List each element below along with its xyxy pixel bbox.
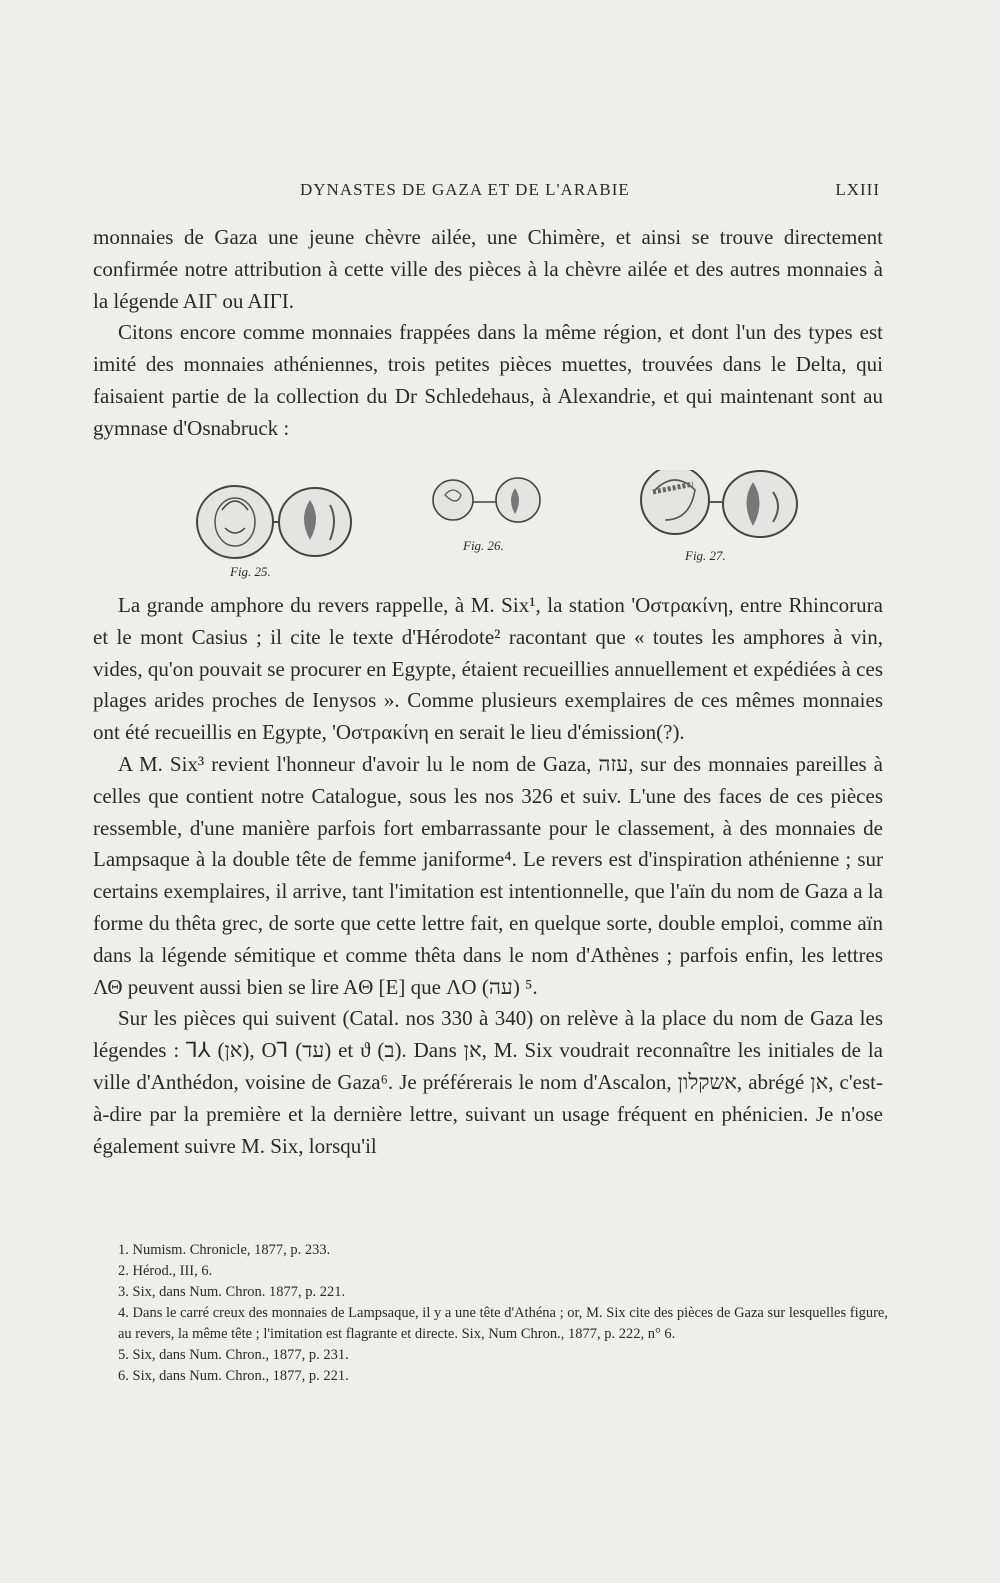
fig-27-coins [641,470,797,537]
paragraph: Citons encore comme monnaies frappées dans la même région, et dont l'un des types est imité des monnaies athéniennes, trois petites pièces muettes, trouvées dans le Delta, qui faisaient partie de la collection du Dr Schledehaus, à Alexandrie, et qui maintenant sont au gymnase d'Osnabruck : [93,320,883,440]
footnote: 4. Dans le carré creux des monnaies de Lampsaque, il y a une tête d'Athéna ; or, M. Six cite des pièces de Gaza sur lesquelles figure, au revers, la même tête ; l'imitation est flagrante et directe. Six, Num Chron., 1877, p. 222, n° 6. [118,1305,888,1342]
coin-figures [170,470,810,590]
caption-fig-25: Fig. 25. [230,564,271,579]
paragraph: monnaies de Gaza une jeune chèvre ailée, une Chimère, et ainsi se trouve directement confirmée notre attribution à cette ville des pièces à la chèvre ailée et des autres monnaies à la légende AIΓ ou AIΓI. [93,225,883,313]
running-title: DYNASTES DE GAZA ET DE L'ARABIE [300,180,630,199]
caption-fig-26: Fig. 26. [463,538,504,553]
footnote: 6. Six, dans Num. Chron., 1877, p. 221. [118,1368,349,1384]
fig-26-coins [433,478,540,522]
paragraph: Sur les pièces qui suivent (Catal. nos 330 à 340) on relève à la place du nom de Gaza les légendes : ⅂⅄ (אן), O⅂ (עד) et ϑ (ב). Dans אן, M. Six voudrait reconnaître les initiales de la ville d'Anthédon, voisine de Gaza⁶. Je préférerais le nom d'Ascalon, אשקלון, abrégé אן, c'est-à-dire par la première et la dernière lettre, suivant un usage fréquent en phénicien. Je n'ose également suivre M. Six, lorsqu'il [93,1006,883,1158]
footnote: 3. Six, dans Num. Chron. 1877, p. 221. [118,1284,346,1300]
caption-fig-27: Fig. 27. [685,548,726,563]
footnote: 1. Numism. Chronicle, 1877, p. 233. [118,1242,331,1258]
fig-25-coins [197,486,351,558]
body-text-top [93,222,883,445]
footnote: 5. Six, dans Num. Chron., 1877, p. 231. [118,1347,349,1363]
body-text-bottom [93,590,883,1162]
footnote: 2. Hérod., III, 6. [118,1263,213,1279]
page-number: LXIII [835,180,880,199]
paragraph: La grande amphore du revers rappelle, à M. Six¹, la station 'Οστρακίνη, entre Rhincorura et le mont Casius ; il cite le texte d'Hérodote² racontant que « toutes les amphores à vin, vides, qu'on pouvait se procurer en Egypte, étaient recueillies annuellement et expédiées à ces plages arides proches de Ienysos ». Comme plusieurs exemplaires de ces mêmes monnaies ont été recueillis en Egypte, 'Οστρακίνη en serait le lieu d'émission(?). [93,593,883,745]
paragraph: A M. Six³ revient l'honneur d'avoir lu le nom de Gaza, עזה, sur des monnaies pareilles à celles que contient notre Catalogue, sous les nos 326 et suiv. L'une des faces de ces pièces ressemble, d'une manière parfois fort embarrassante pour le classement, à des monnaies de Lampsaque à la double tête de femme janiforme⁴. Le revers est d'inspiration athénienne ; sur certains exemplaires, il arrive, tant l'imitation est intentionnelle, que l'aïn du nom de Gaza a la forme du thêta grec, de sorte que cette lettre fait, en quelque sorte, double emploi, comme aïn dans la légende sémitique et comme thêta dans le nom d'Athènes ; parfois enfin, les lettres ΛΘ peuvent aussi bien se lire AΘ [E] que ΛO (עה) ⁵. [93,751,883,999]
footnotes [118,1240,888,1387]
